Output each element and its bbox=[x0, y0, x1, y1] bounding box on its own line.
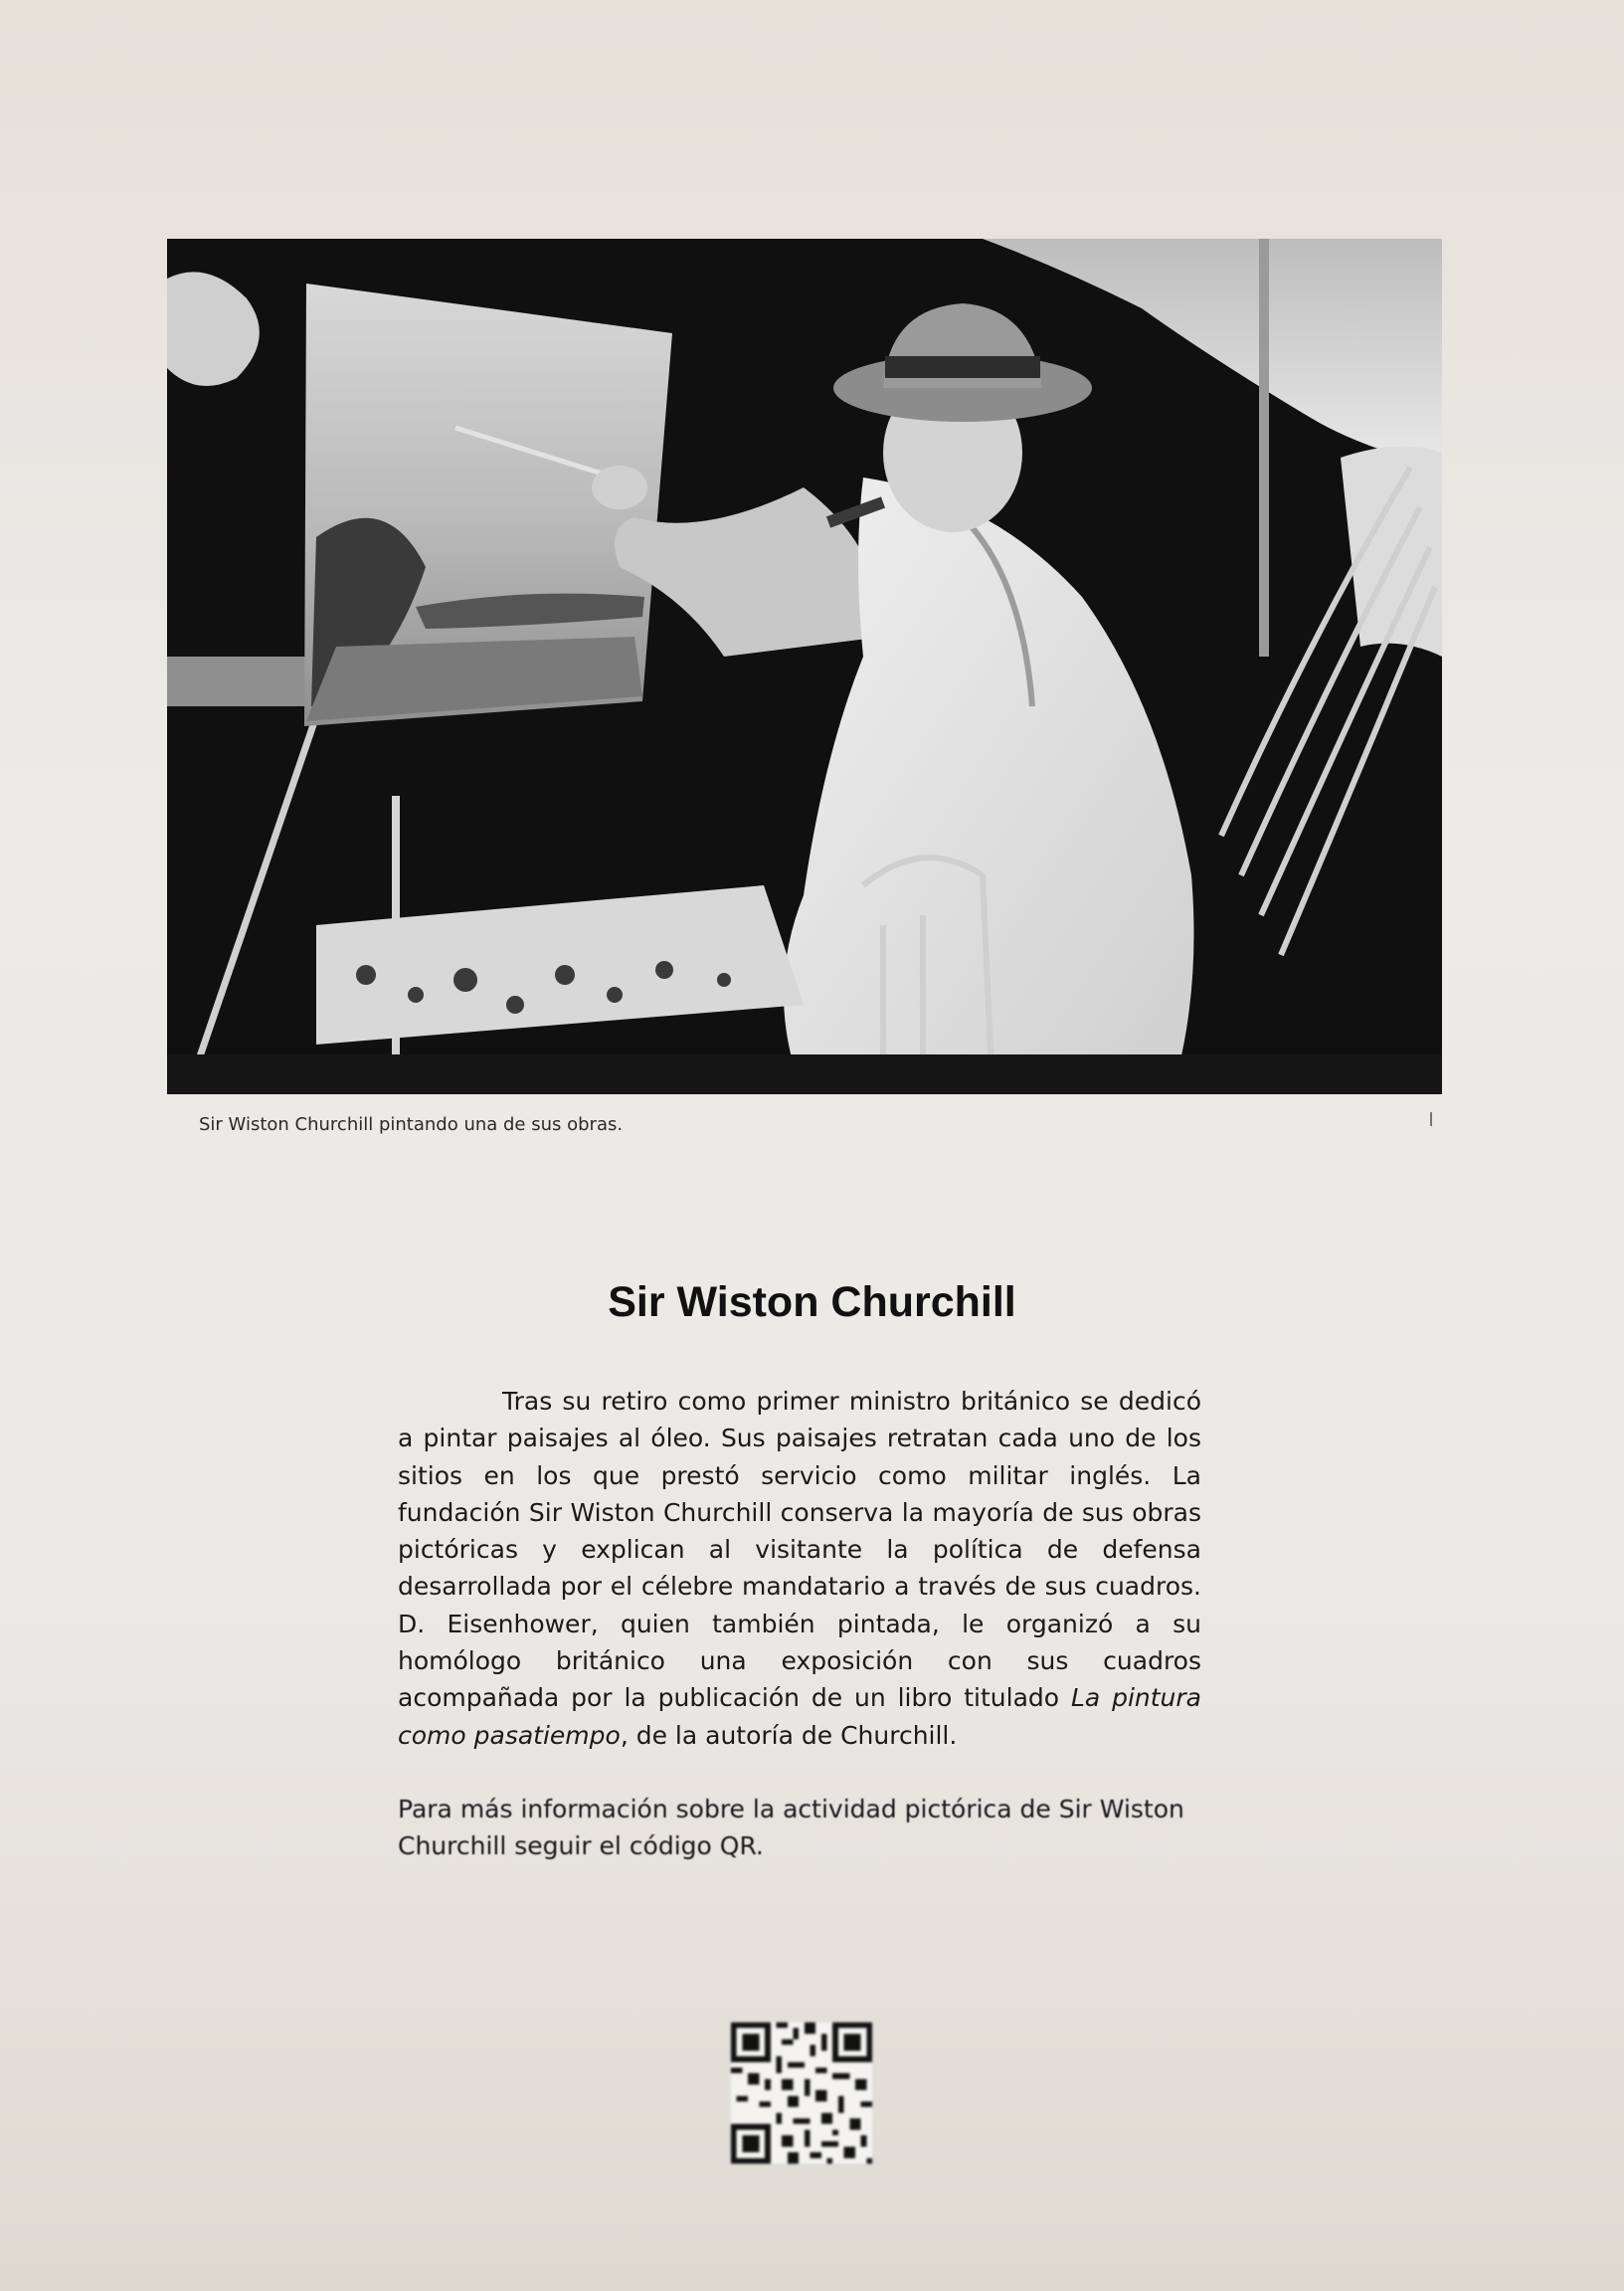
page-title: Sir Wiston Churchill bbox=[608, 1278, 1016, 1326]
paragraph-2: Para más información sobre la actividad pictórica de Sir Wiston Churchill seguir el código QR. bbox=[398, 1794, 1184, 1861]
photo-caption: Sir Wiston Churchill pintando una de sus obras. bbox=[199, 1114, 624, 1135]
qr-code[interactable] bbox=[731, 2022, 872, 2164]
churchill-painting-photo bbox=[167, 239, 1442, 1094]
body-text bbox=[398, 1383, 1201, 1865]
paragraph-1 bbox=[398, 1383, 1201, 1754]
paragraph-1-text-start: Tras su retiro como primer ministro británico se dedicó a pintar paisajes al óleo. Sus paisajes retratan cada uno de los sitios en los que prestó servicio como militar inglés. La fundación Sir Wiston Churchill conserva la mayoría de sus obras pictóricas y explican al visitante la política de defensa desarrollada por el célebre mandatario a través de sus cuadros. D. Eisenhower, quien también pintada, le organizó a su homólogo británico una exposición con sus cuadros acompañada por la publicación de un libro titulado bbox=[398, 1387, 1201, 1713]
margin-mark bbox=[1430, 1112, 1432, 1126]
photo-illustration bbox=[167, 239, 1442, 1094]
book-title: La pintura como pasatiempo bbox=[398, 1683, 1201, 1750]
paragraph-1-text-end: , de la autoría de Churchill. bbox=[620, 1720, 958, 1750]
qr-code-graphic bbox=[731, 2022, 872, 2164]
